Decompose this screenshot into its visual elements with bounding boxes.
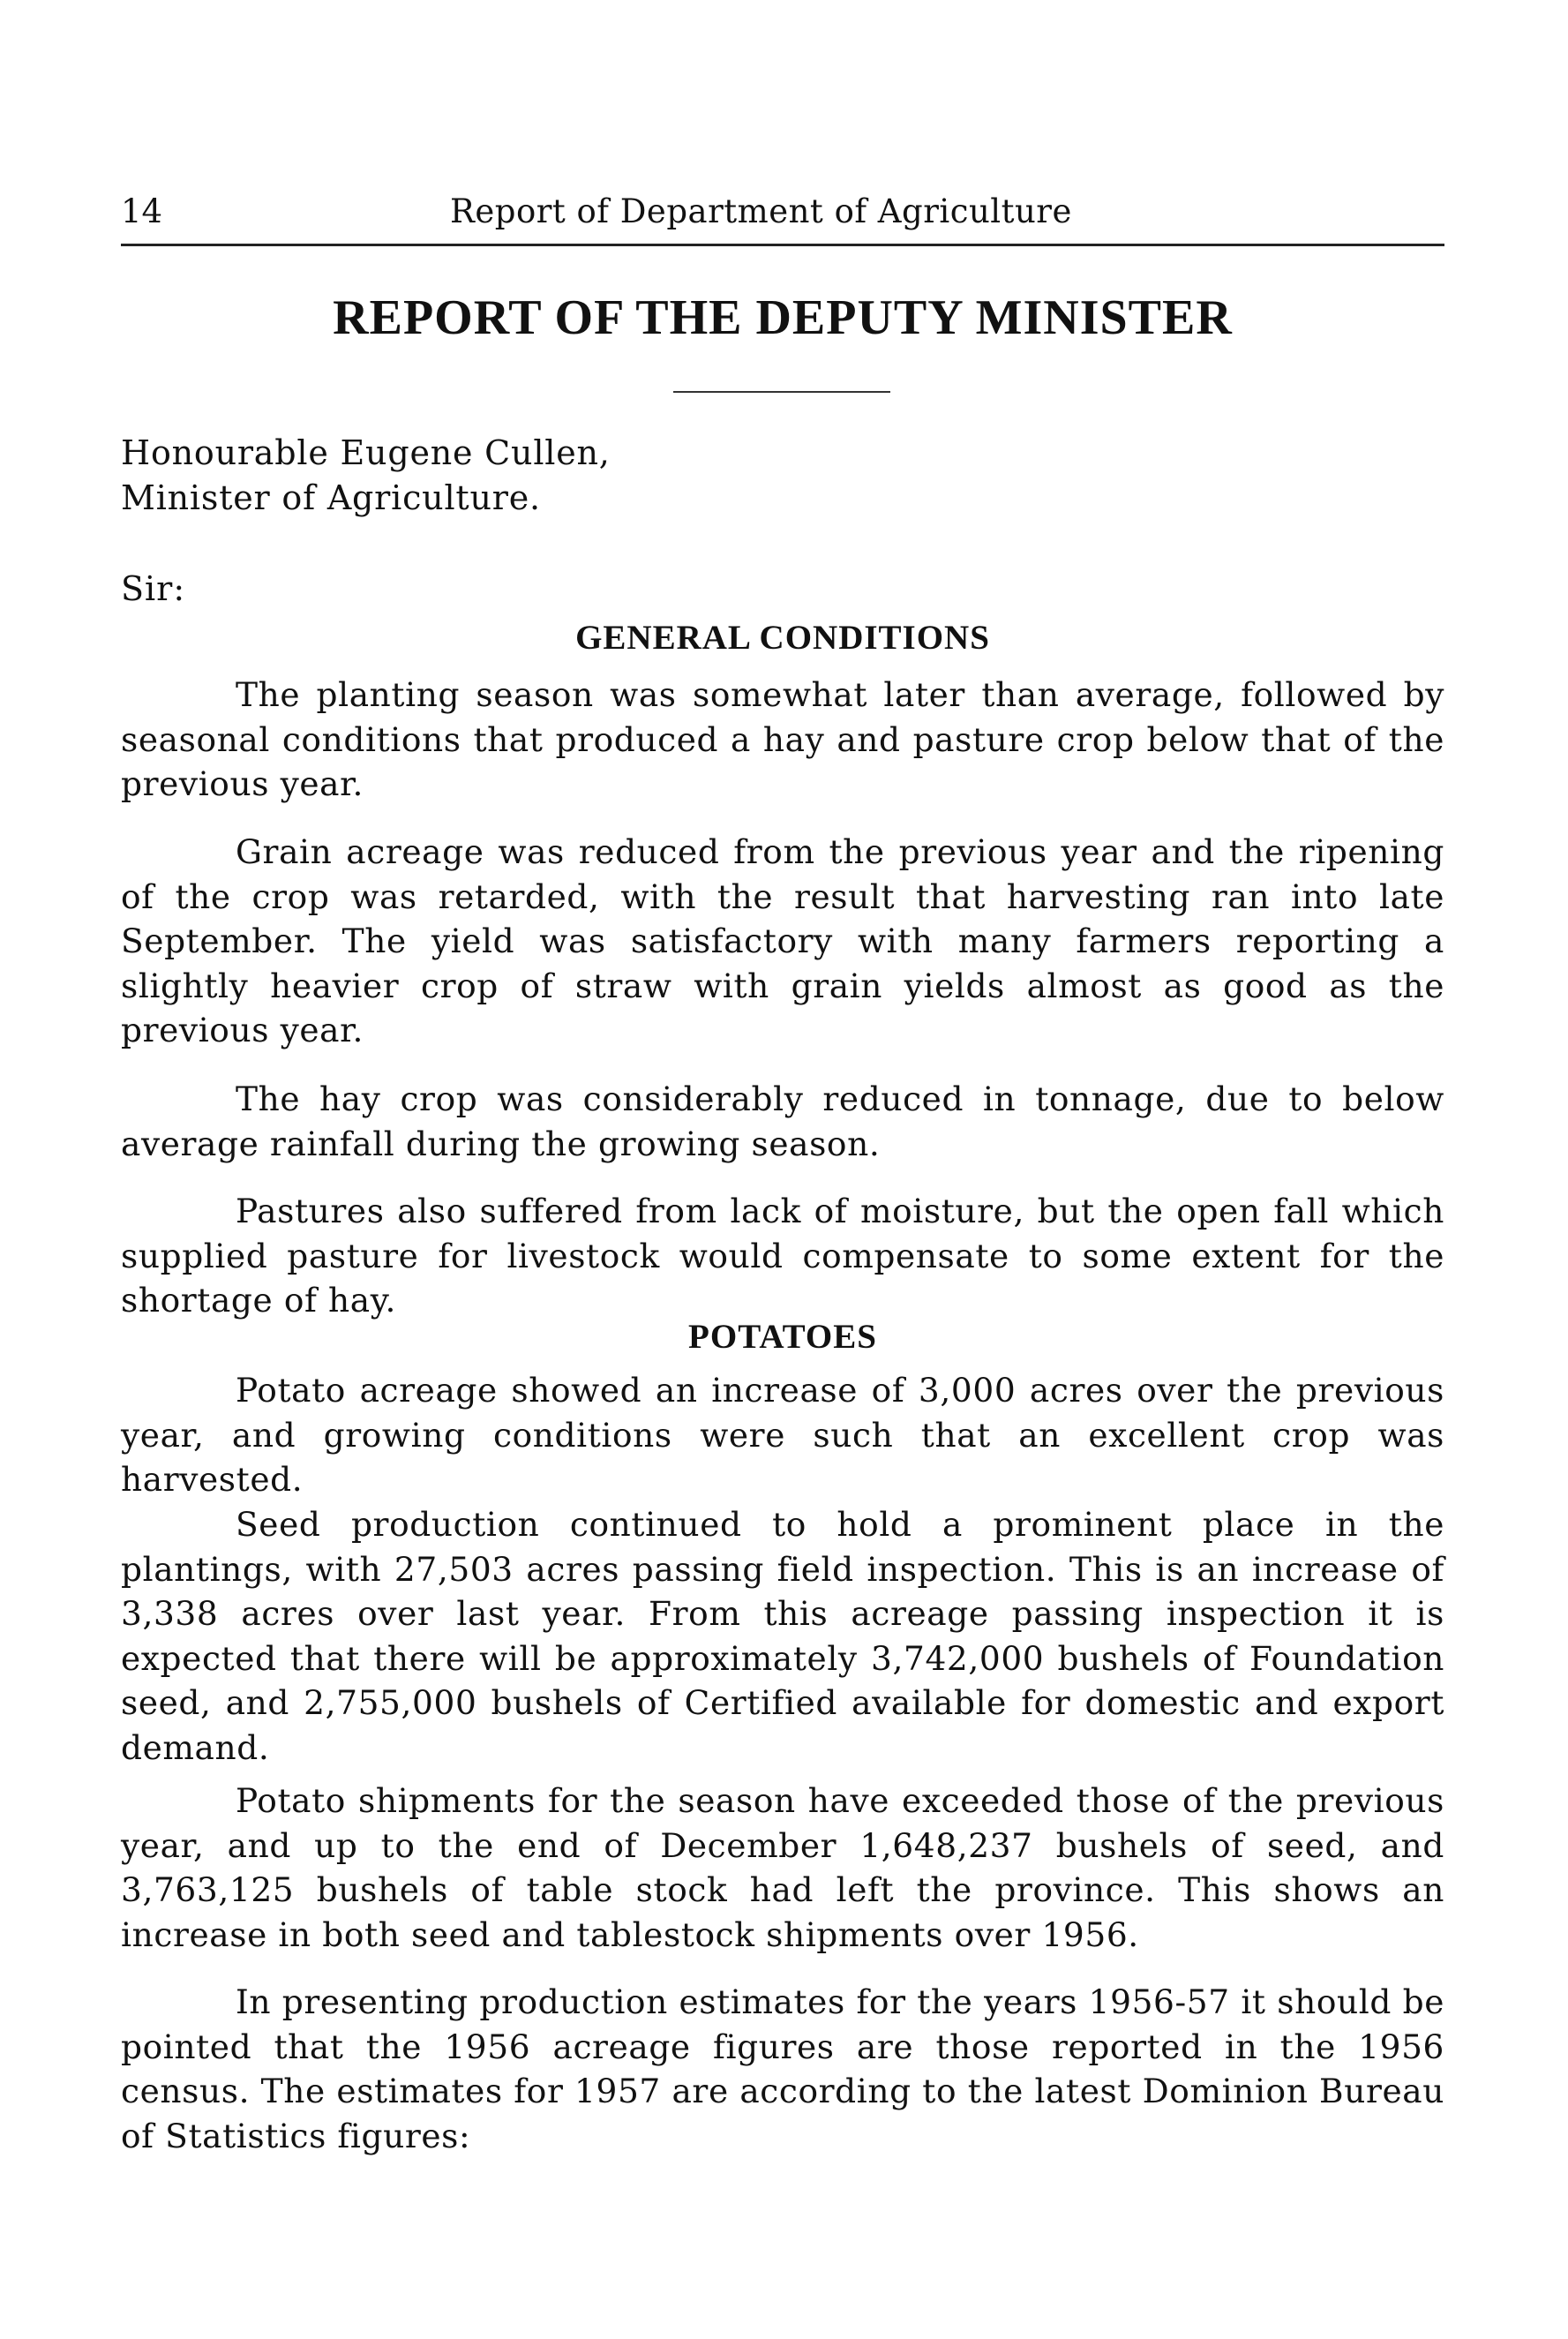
paragraph-potatoes-1: Potato acreage showed an increase of 3,000 acres over the previous year, and growing conditions were such that an excellent crop was harvested. [121, 1371, 1444, 1499]
report-title: REPORT OF THE DEPUTY MINISTER [333, 290, 1233, 345]
paragraph-potatoes-2: Seed production continued to hold a prominent place in the plantings, with 27,503 acres passing field inspection. This is an increase of 3,338 acres over last year. From this acreage passing inspection it is expected that there will be approximately 3,742,000 bushels of Foundation seed, and 2,755,000 bushels of Certified available for domestic and export demand. [121, 1505, 1444, 1767]
section-heading-general-conditions: GENERAL CONDITIONS [575, 619, 990, 657]
paragraph-potatoes-4: In presenting production estimates for the years 1956-57 it should be pointed that the 1956 acreage figures are those reported in the 1956 census. The estimates for 1957 are according to the latest Dominion Bureau of Statistics figures: [121, 1982, 1444, 2155]
addressee-office: Minister of Agriculture. [121, 478, 541, 517]
section-heading-potatoes: POTATOES [688, 1318, 877, 1356]
running-title: Report of Department of Agriculture [450, 192, 1072, 230]
paragraph-potatoes-3: Potato shipments for the season have exceeded those of the previous year, and up to the end of December 1,648,237 bushels of seed, and 3,763,125 bushels of table stock had left the province. This shows an increase in both seed and tablestock shipments over 1956. [121, 1781, 1444, 1954]
paragraph-general-2: Grain acreage was reduced from the previous year and the ripening of the crop was retarded, with the result that harvesting ran into late September. The yield was satisfactory with many farmers reporting a slightly heavier crop of straw with grain yields almost as good as the previous year. [121, 832, 1444, 1049]
addressee-block [121, 431, 611, 521]
title-divider [673, 391, 890, 393]
header-rule [121, 244, 1444, 246]
page-number: 14 [121, 192, 163, 230]
paragraph-general-4: Pastures also suffered from lack of moisture, but the open fall which supplied pasture for livestock would compensate to some extent for the shortage of hay. [121, 1192, 1444, 1320]
paragraph-general-1: The planting season was somewhat later than average, followed by seasonal conditions that produced a hay and pasture crop below that of the previous year. [121, 675, 1444, 803]
paragraph-general-3: The hay crop was considerably reduced in tonnage, due to below average rainfall during the growing season. [121, 1079, 1444, 1163]
addressee-name: Honourable Eugene Cullen, [121, 433, 611, 472]
salutation: Sir: [121, 569, 186, 608]
running-head [121, 192, 1444, 237]
